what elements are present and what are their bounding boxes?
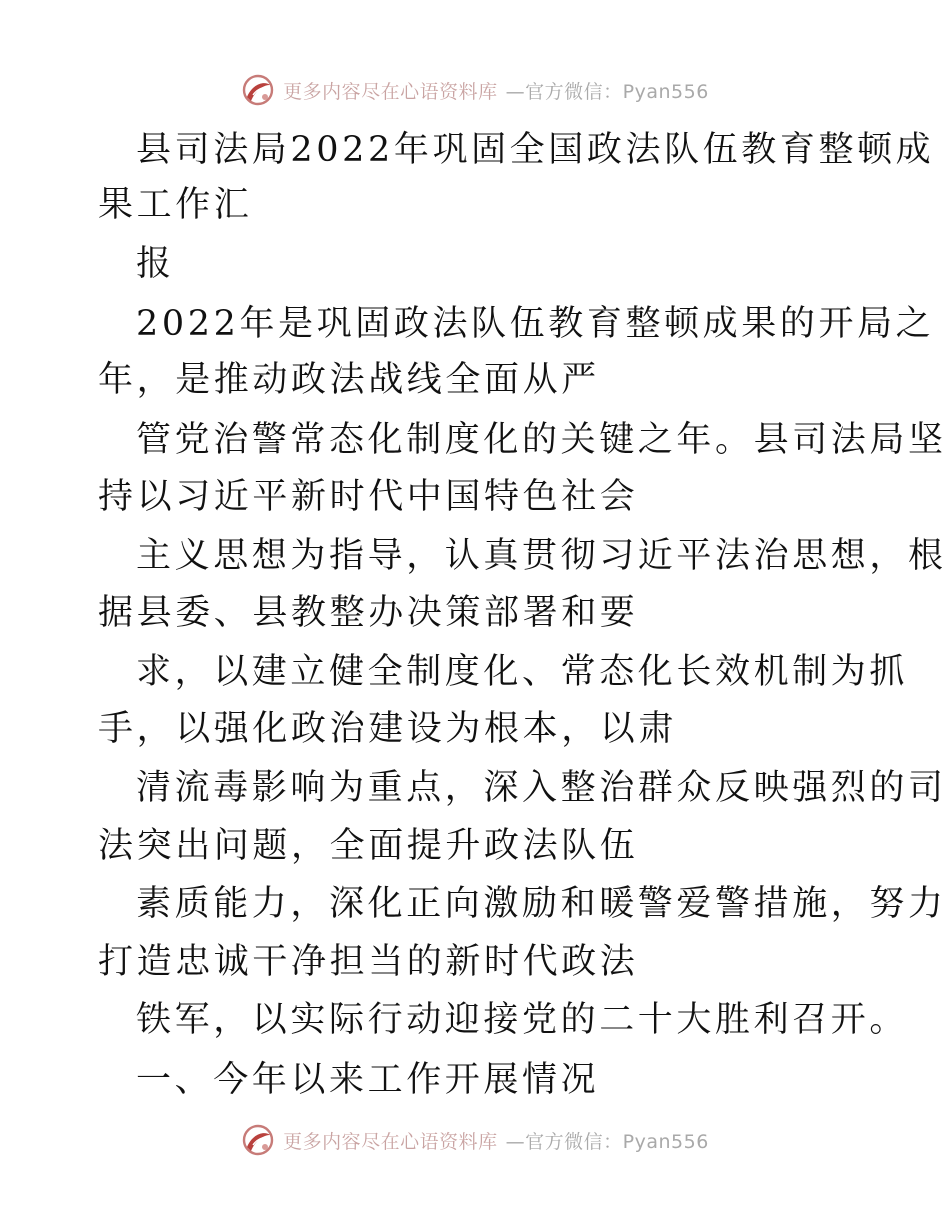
paragraph-line: 管党治警常态化制度化的关键之年。县司法局坚: [136, 420, 947, 460]
leaf-swirl-logo-icon: [241, 1123, 275, 1157]
watermark-text-main: 更多内容尽在心语资料库: [283, 80, 498, 103]
section-heading: 一、今年以来工作开展情况: [136, 1060, 600, 1100]
watermark-text-main: 更多内容尽在心语资料库: [283, 1130, 498, 1153]
paragraph-line: 求，以建立健全制度化、常态化长效机制为抓: [136, 652, 909, 692]
paragraph-line: 据县委、县教整办决策部署和要: [98, 593, 639, 633]
paragraph-line: 2022年是巩固政法队伍教育整顿成果的开局之: [136, 304, 935, 344]
paragraph-line: 年，是推动政法战线全面从严: [98, 360, 600, 400]
paragraph-line: 主义思想为指导，认真贯彻习近平法治思想，根: [136, 536, 947, 576]
leaf-swirl-logo-icon: [241, 73, 275, 107]
paragraph-line: 素质能力，深化正向激励和暖警爱警措施，努力: [136, 884, 947, 924]
paragraph-line: 手，以强化政治建设为根本，以肃: [98, 709, 678, 749]
watermark-banner-top: [0, 70, 950, 110]
paragraph-line: 持以习近平新时代中国特色社会: [98, 477, 639, 517]
paragraph-line: 法突出问题，全面提升政法队伍: [98, 826, 639, 866]
paragraph-line: 铁军，以实际行动迎接党的二十大胜利召开。: [136, 1000, 909, 1040]
watermark-text-contact: —官方微信：Pyan556: [505, 80, 709, 103]
paragraph-line: 清流毒影响为重点，深入整治群众反映强烈的司: [136, 768, 947, 808]
paragraph-line: 打造忠诚干净担当的新时代政法: [98, 942, 639, 982]
title-line-1: 县司法局2022年巩固全国政法队伍教育整顿成: [136, 130, 935, 170]
title-line-2: 果工作汇: [98, 185, 253, 225]
watermark-banner-bottom: [0, 1120, 950, 1160]
watermark-text-contact: —官方微信：Pyan556: [505, 1130, 709, 1153]
title-line-3: 报: [136, 244, 175, 284]
